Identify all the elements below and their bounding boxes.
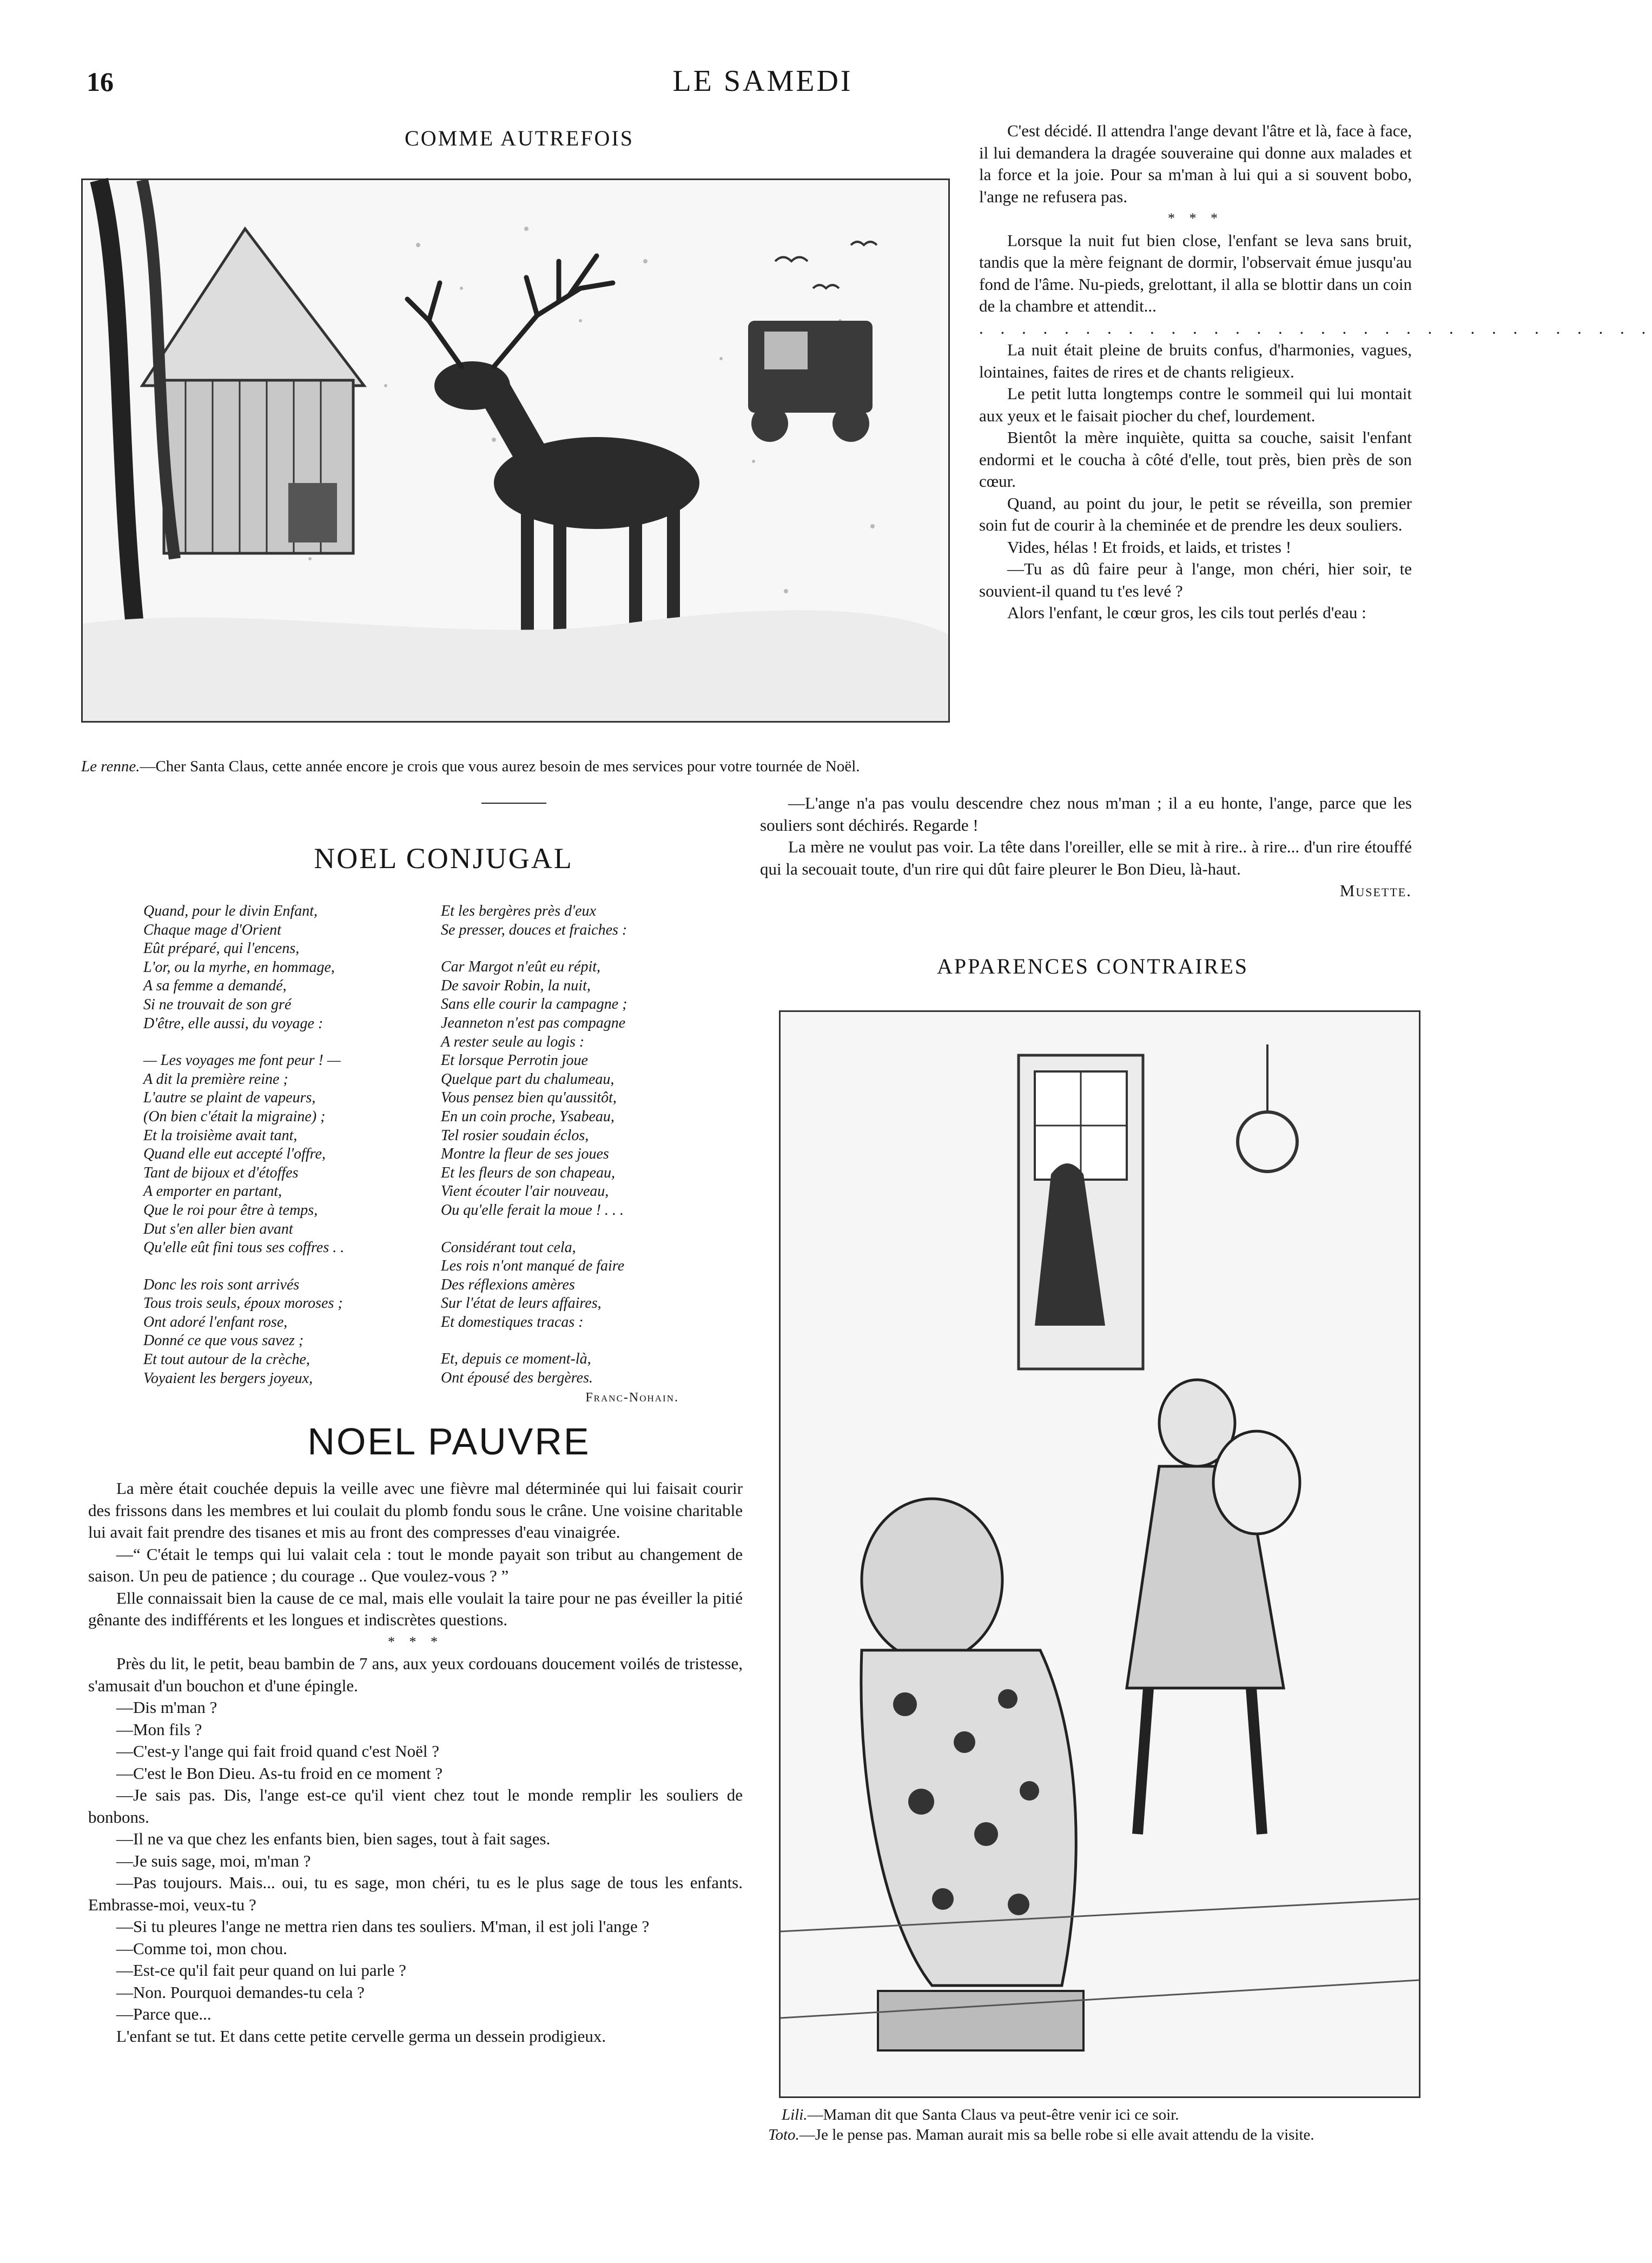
paragraph: —“ C'était le temps qui lui valait cela : tout le monde payait son tribut au changement de saison. Un peu de patience ; du courage .. Que voulez-vous ? ” (88, 1544, 743, 1585)
paragraph: C'est décidé. Il attendra l'ange devant l'âtre et là, face à face, il lui demandera la dragée souveraine qui donne aux malades et la force et la joie. Pour sa m'man à lui qui a si souvent bobo, l'ange ne refusera pas. (979, 121, 1412, 206)
conjugal-verse-right (441, 902, 722, 1407)
verse-line: L'or, ou la myrhe, en hommage, (143, 958, 335, 976)
dialogue-line: —Je suis sage, moi, m'man ? (116, 1851, 311, 1870)
verse-line: Qu'elle eût fini tous ses coffres . . (143, 1239, 345, 1256)
verse-line: A rester seule au logis : (441, 1033, 585, 1050)
pauvre-title: NOEL PAUVRE (307, 1420, 591, 1463)
apparences-caption-2-speaker: Toto. (768, 2126, 799, 2143)
conjugal-verse-left (143, 902, 403, 1388)
apparences-caption-1-text: —Maman dit que Santa Claus va peut-être venir ici ce soir. (807, 2106, 1179, 2123)
verse-line: Montre la fleur de ses joues (441, 1146, 609, 1163)
apparences-caption-2-text: —Je le pense pas. Maman aurait mis sa belle robe si elle avait attendu de la visite. (799, 2126, 1314, 2143)
paragraph: Près du lit, le petit, beau bambin de 7 ans, aux yeux cordouans doucement voilés de tristesse, s'amusait d'un bouchon et d'une épingle. (88, 1654, 743, 1695)
verse-line: Eût préparé, qui l'encens, (143, 940, 300, 957)
verse-line: Sans elle courir la campagne ; (441, 996, 627, 1013)
apparences-title: APPARENCES CONTRAIRES (936, 954, 1249, 978)
paragraph: Le petit lutta longtemps contre le sommeil qui lui montait aux yeux et le faisait piocher du chef, lourdement. (979, 384, 1412, 425)
verse-line: Quelque part du chalumeau, (441, 1070, 614, 1088)
paragraph: La mère était couchée depuis la veille avec une fièvre mal déterminée qui lui faisait courir des frissons dans les membres et lui coulait du plomb fondu sous le crâne. Une voisine charitable lui avait fait prendre des tisanes et mis au front des compresses d'eau vinaigrée. (88, 1479, 743, 1541)
verse-line: Tant de bijoux et d'étoffes (143, 1164, 299, 1181)
verse-line: Des réflexions amères (441, 1276, 575, 1293)
dialogue-line: —Parce que... (116, 2004, 212, 2023)
dialogue-line: —Pas toujours. Mais... oui, tu es sage, mon chéri, tu es le plus sage de tous les enfants. Embrasse-moi, veux-tu ? (88, 1873, 743, 1914)
dialogue-line: —Si tu pleures l'ange ne mettra rien dans tes souliers. M'man, il est joli l'ange ? (116, 1917, 650, 1936)
dialogue-line: —Mon fils ? (116, 1719, 202, 1739)
section-dots: . . . . . . . . . . . . . . . . . . . . . . . . . . . . . . . . (979, 318, 1652, 338)
verse-line: Se presser, douces et fraiches : (441, 921, 627, 938)
autrefois-caption (81, 757, 947, 776)
verse-line: Considérant tout cela, (441, 1239, 576, 1256)
verse-line: Les rois n'ont manqué de faire (441, 1258, 625, 1275)
verse-line: Quand, pour le divin Enfant, (143, 903, 318, 919)
reindeer-illustration (81, 178, 950, 723)
children-drawing (781, 1012, 1419, 2096)
verse-line: — Les voyages me font peur ! — (143, 1052, 341, 1069)
verse-line: Car Margot n'eût eu répit, (441, 958, 601, 976)
pauvre-article (88, 1478, 743, 2047)
autrefois-title: COMME AUTREFOIS (405, 126, 634, 150)
verse-line: Et les bergères près d'eux (441, 903, 596, 919)
stanza-break (143, 1258, 403, 1276)
paragraph: Quand, au point du jour, le petit se réveilla, son premier soin fut de courir à la cheminée et de prendre les deux souliers. (979, 493, 1412, 534)
apparences-caption-2 (768, 2126, 1420, 2144)
verse-line: De savoir Robin, la nuit, (441, 977, 591, 994)
verse-line: En un coin proche, Ysabeau, (441, 1108, 614, 1125)
verse-line: Sur l'état de leurs affaires, (441, 1295, 602, 1312)
apparences-caption-1 (782, 2106, 1420, 2124)
divider (481, 803, 546, 804)
verse-line: Ont adoré l'enfant rose, (143, 1313, 288, 1331)
verse-line: A sa femme a demandé, (143, 977, 287, 995)
verse-line: Et domestiques tracas : (441, 1313, 584, 1331)
verse-line: Ont épousé des bergères. (441, 1369, 593, 1387)
page-number: 16 (87, 67, 114, 97)
verse-line: Tel rosier soudain éclos, (441, 1127, 589, 1144)
paragraph: L'enfant se tut. Et dans cette petite cervelle germa un dessein prodigieux. (116, 2026, 606, 2046)
verse-line: (On bien c'était la migraine) ; (143, 1108, 326, 1125)
conjugal-signature: Franc-Nohain. (585, 1390, 679, 1405)
dialogue-line: —Il ne va que chez les enfants bien, bien sages, tout à fait sages. (116, 1829, 551, 1848)
verse-line: Et, depuis ce moment-là, (441, 1351, 591, 1368)
section-stars: * * * (388, 1633, 443, 1650)
paragraph: La mère ne voulut pas voir. La tête dans l'oreiller, elle se mit à rire.. à rire... d'un rire étouffé qui la secouait toute, d'un rire qui dût faire pleurer le Bon Dieu, là-haut. (760, 837, 1412, 878)
pauvre-continued-narrow (979, 120, 1652, 624)
reindeer-drawing (83, 180, 948, 721)
verse-line: Vous pensez bien qu'aussitôt, (441, 1089, 617, 1107)
verse-line: Tous trois seuls, époux moroses ; (143, 1295, 343, 1312)
paragraph: Elle connaissait bien la cause de ce mal, mais elle voulait la taire pour ne pas éveiller la pitié gênante des indifférents et les longues et indiscrètes questions. (88, 1588, 743, 1629)
verse-line: D'être, elle aussi, du voyage : (143, 1015, 323, 1032)
dialogue-line: —Je sais pas. Dis, l'ange est-ce qu'il vient chez tout le monde remplir les souliers de bonbons. (88, 1785, 743, 1827)
verse-line: Et la troisième avait tant, (143, 1127, 298, 1144)
paragraph: La nuit était pleine de bruits confus, d'harmonies, vagues, lointaines, faites de rires et de chants religieux. (979, 340, 1412, 381)
verse-line: Que le roi pour être à temps, (143, 1201, 318, 1219)
verse-line: Et tout autour de la crèche, (143, 1351, 310, 1368)
verse-line: Voyaient les bergers joyeux, (143, 1369, 313, 1387)
dialogue-line: —Est-ce qu'il fait peur quand on lui parle ? (116, 1961, 406, 1980)
dialogue-line: —Non. Pourquoi demandes-tu cela ? (116, 1982, 365, 2002)
verse-line: Et lorsque Perrotin joue (441, 1052, 588, 1069)
conjugal-title: NOEL CONJUGAL (314, 842, 573, 875)
verse-line: Et les fleurs de son chapeau, (441, 1164, 615, 1181)
section-stars: * * * (1168, 210, 1223, 226)
verse-line: Donc les rois sont arrivés (143, 1276, 300, 1293)
verse-line: Chaque mage d'Orient (143, 921, 281, 938)
verse-line: Si ne trouvait de son gré (143, 996, 292, 1013)
pauvre-signature: Musette. (1339, 881, 1412, 900)
apparences-caption-1-speaker: Lili. (782, 2106, 808, 2123)
paragraph: Lorsque la nuit fut bien close, l'enfant se leva sans bruit, tandis que la mère feignant de dormir, l'observait émue jusqu'au fond de l'âme. Nu-pieds, grelottant, il alla se blottir dans un coin de la chambre et attendit... (979, 230, 1412, 315)
paragraph: Alors l'enfant, le cœur gros, les cils tout perlés d'eau : (1007, 603, 1366, 622)
autrefois-caption-text: —Cher Santa Claus, cette année encore je crois que vous aurez besoin de mes services pour votre tournée de Noël. (140, 758, 860, 775)
verse-line: Jeanneton n'est pas compagne (441, 1014, 626, 1031)
verse-line: Dut s'en aller bien avant (143, 1220, 293, 1238)
verse-line: A emporter en partant, (143, 1183, 282, 1200)
verse-line: L'autre se plaint de vapeurs, (143, 1089, 316, 1107)
autrefois-caption-speaker: Le renne. (81, 758, 140, 775)
verse-line: A dit la première reine ; (143, 1070, 288, 1088)
dialogue-line: —Dis m'man ? (116, 1698, 217, 1717)
dialogue-line: —L'ange n'a pas voulu descendre chez nous m'man ; il a eu honte, l'ange, parce que les souliers sont déchirés. Regarde ! (760, 793, 1412, 835)
masthead: LE SAMEDI (672, 64, 853, 98)
dialogue-line: —Tu as dû faire peur à l'ange, mon chéri, hier soir, te souvient-il quand tu t'es levé ? (979, 559, 1412, 600)
pauvre-continued-wide (760, 792, 1412, 902)
stanza-break (143, 1033, 403, 1051)
dialogue-line: —Comme toi, mon chou. (116, 1938, 288, 1958)
dialogue-line: —C'est-y l'ange qui fait froid quand c'est Noël ? (116, 1742, 439, 1761)
dialogue-line: —C'est le Bon Dieu. As-tu froid en ce moment ? (116, 1763, 443, 1783)
stanza-break (441, 1220, 722, 1239)
children-illustration (779, 1010, 1420, 2098)
verse-line: Vient écouter l'air nouveau, (441, 1183, 609, 1200)
stanza-break (441, 1332, 722, 1350)
stanza-break (441, 939, 722, 958)
paragraph: Vides, hélas ! Et froids, et laids, et tristes ! (1007, 537, 1292, 557)
verse-line: Ou qu'elle ferait la moue ! . . . (441, 1201, 624, 1219)
verse-line: Donné ce que vous savez ; (143, 1332, 304, 1349)
verse-line: Quand elle eut accepté l'offre, (143, 1146, 326, 1163)
paragraph: Bientôt la mère inquiète, quitta sa couche, saisit l'enfant endormi et le coucha à côté d'elle, tout près, bien près de son cœur. (979, 428, 1412, 491)
